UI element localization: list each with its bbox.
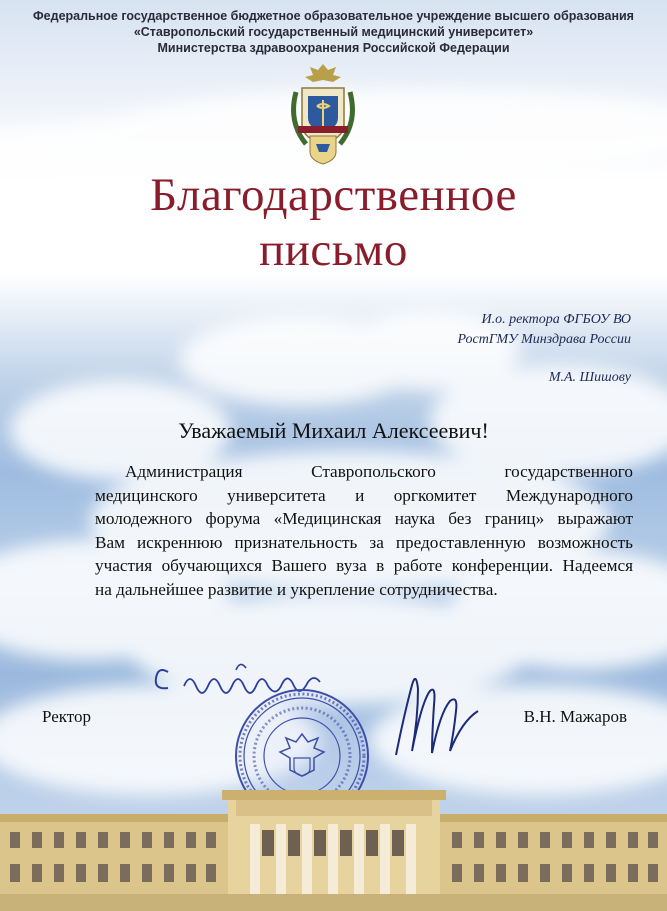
document-title-line-2: письмо xyxy=(259,224,408,276)
institution-header xyxy=(0,8,667,56)
body-line-1: Администрация Ставропольского государственного xyxy=(125,462,633,481)
university-emblem-icon xyxy=(286,62,360,170)
body-line-6: на дальнейшее развитие и укрепление сотрудничества. xyxy=(95,579,498,599)
university-building-illustration xyxy=(0,780,667,911)
header-line-3: Министерства здравоохранения Российской Федерации xyxy=(157,41,510,55)
letter-body xyxy=(95,460,633,601)
body-line-2: медицинского университета и оргкомитет Международного xyxy=(95,485,633,505)
addressee-organization: РостГМУ Минздрава России xyxy=(457,332,631,347)
signer-position: Ректор xyxy=(42,707,92,726)
header-line-1: Федеральное государственное бюджетное образовательное учреждение высшего образования xyxy=(33,9,634,23)
body-line-3: молодежного форума «Медицинская наука без границ» выражают xyxy=(95,509,633,528)
signer-name: В.Н. Мажаров xyxy=(523,707,627,726)
header-line-2: «Ставропольский государственный медицинский университет» xyxy=(133,25,534,39)
body-line-4: Вам искреннюю признательность за предоставленную возможность xyxy=(95,532,633,552)
addressee-name: М.А. Шишову xyxy=(548,370,631,385)
body-line-5: участия обучающихся Вашего вуза в работе конференции. Надеемся xyxy=(95,556,633,575)
rector-signature xyxy=(386,665,496,775)
document-title-line-1: Благодарственное xyxy=(150,169,517,221)
addressee-position: И.о. ректора ФГБОУ ВО xyxy=(481,312,631,327)
greeting: Уважаемый Михаил Алексеевич! xyxy=(178,418,489,443)
